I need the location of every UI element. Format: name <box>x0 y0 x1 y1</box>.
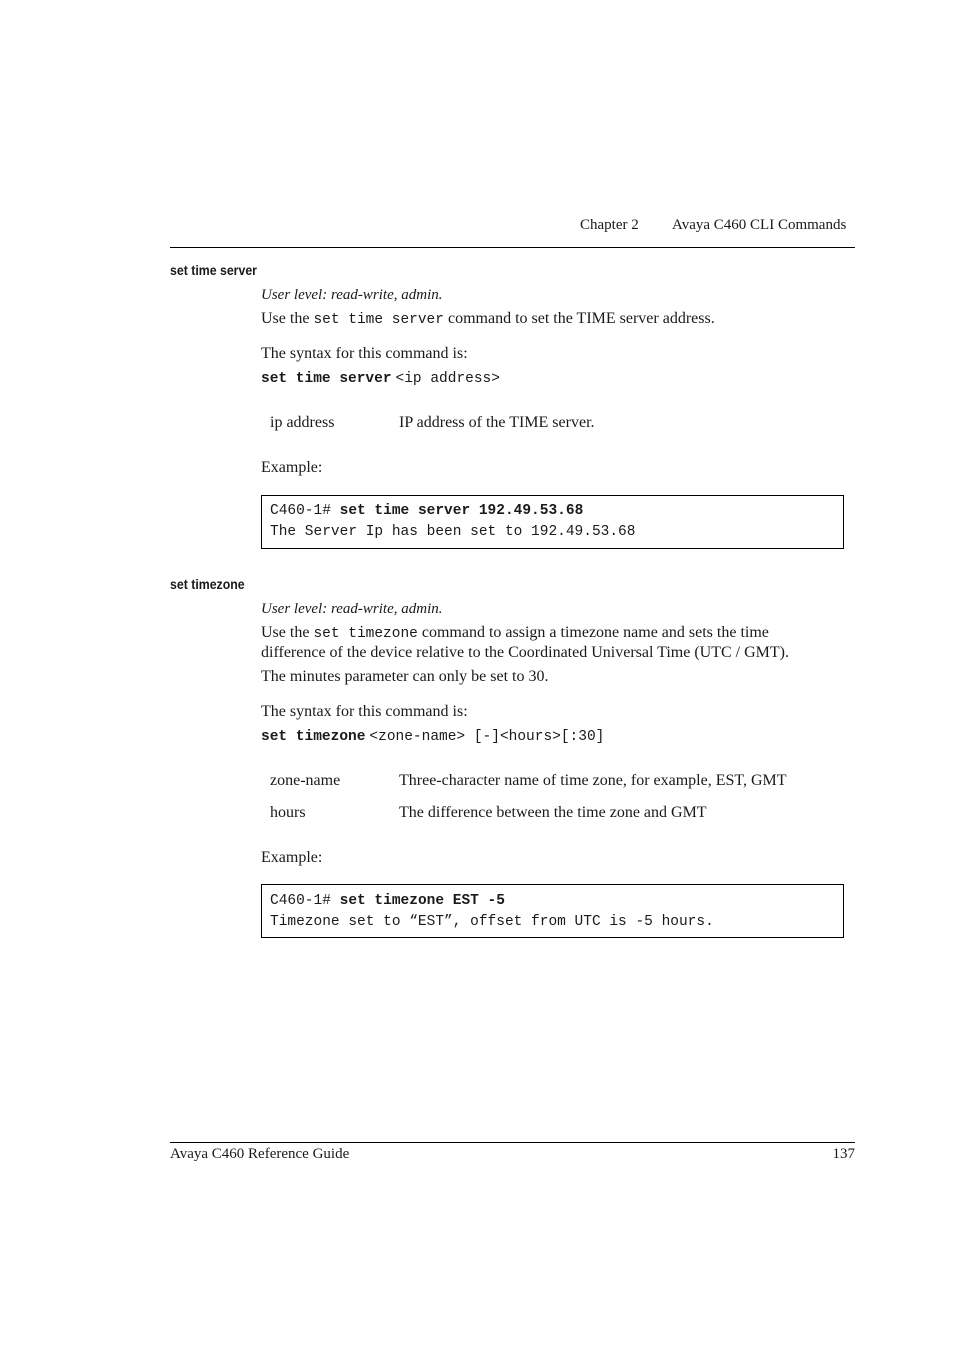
cli-command: set timezone EST -5 <box>339 893 505 909</box>
user-level-text: User level: read-write, admin. <box>261 287 443 303</box>
header-chapter: Chapter 2 <box>580 217 639 233</box>
cli-output: Timezone set to “EST”, offset from UTC is -5 hours. <box>270 914 714 930</box>
cli-command: set time server 192.49.53.68 <box>339 503 584 519</box>
param-name: hours <box>270 804 306 821</box>
syntax-line <box>261 369 500 387</box>
description-pre: Use the <box>261 310 310 327</box>
example-code-box <box>261 495 844 549</box>
header-title: Avaya C460 CLI Commands <box>672 217 847 233</box>
example-code-box <box>261 884 844 938</box>
description-line-2: difference of the device relative to the Coordinated Universal Time (UTC / GMT). <box>261 644 789 661</box>
syntax-line <box>261 727 604 745</box>
param-description: The difference between the time zone and GMT <box>399 804 707 821</box>
description-line-1 <box>261 623 769 644</box>
example-command-line <box>270 501 583 521</box>
cli-prompt: C460-1# <box>270 893 331 909</box>
param-name: zone-name <box>270 772 341 789</box>
footer-guide-title: Avaya C460 Reference Guide <box>170 1146 350 1162</box>
footer-rule <box>170 1142 855 1143</box>
param-description: IP address of the TIME server. <box>399 414 595 431</box>
syntax-args: <zone-name> [-]<hours>[:30] <box>369 729 605 745</box>
param-name: ip address <box>270 414 335 431</box>
example-label: Example: <box>261 849 323 866</box>
description-post: command to set the TIME server address. <box>447 310 715 327</box>
syntax-command: set time server <box>261 371 392 387</box>
section-heading-set-timezone: set timezone <box>170 576 245 592</box>
syntax-command: set timezone <box>261 729 366 745</box>
header-rule <box>170 247 855 248</box>
inline-command: set time server <box>313 312 444 328</box>
page-number: 137 <box>832 1146 855 1162</box>
syntax-intro: The syntax for this command is: <box>261 345 468 362</box>
cli-prompt: C460-1# <box>270 503 331 519</box>
description-text <box>261 309 715 330</box>
inline-command: set timezone <box>313 626 418 642</box>
param-description: Three-character name of time zone, for example, EST, GMT <box>399 772 787 789</box>
section-heading-set-time-server: set time server <box>170 262 257 278</box>
syntax-intro: The syntax for this command is: <box>261 703 468 720</box>
description-pre: Use the <box>261 624 310 641</box>
cli-output: The Server Ip has been set to 192.49.53.68 <box>270 524 636 540</box>
minutes-note: The minutes parameter can only be set to 30. <box>261 668 549 685</box>
example-label: Example: <box>261 459 323 476</box>
description-post: command to assign a timezone name and sets the time <box>421 624 769 641</box>
user-level-text: User level: read-write, admin. <box>261 601 443 617</box>
syntax-args: <ip address> <box>395 371 500 387</box>
example-command-line <box>270 891 505 911</box>
